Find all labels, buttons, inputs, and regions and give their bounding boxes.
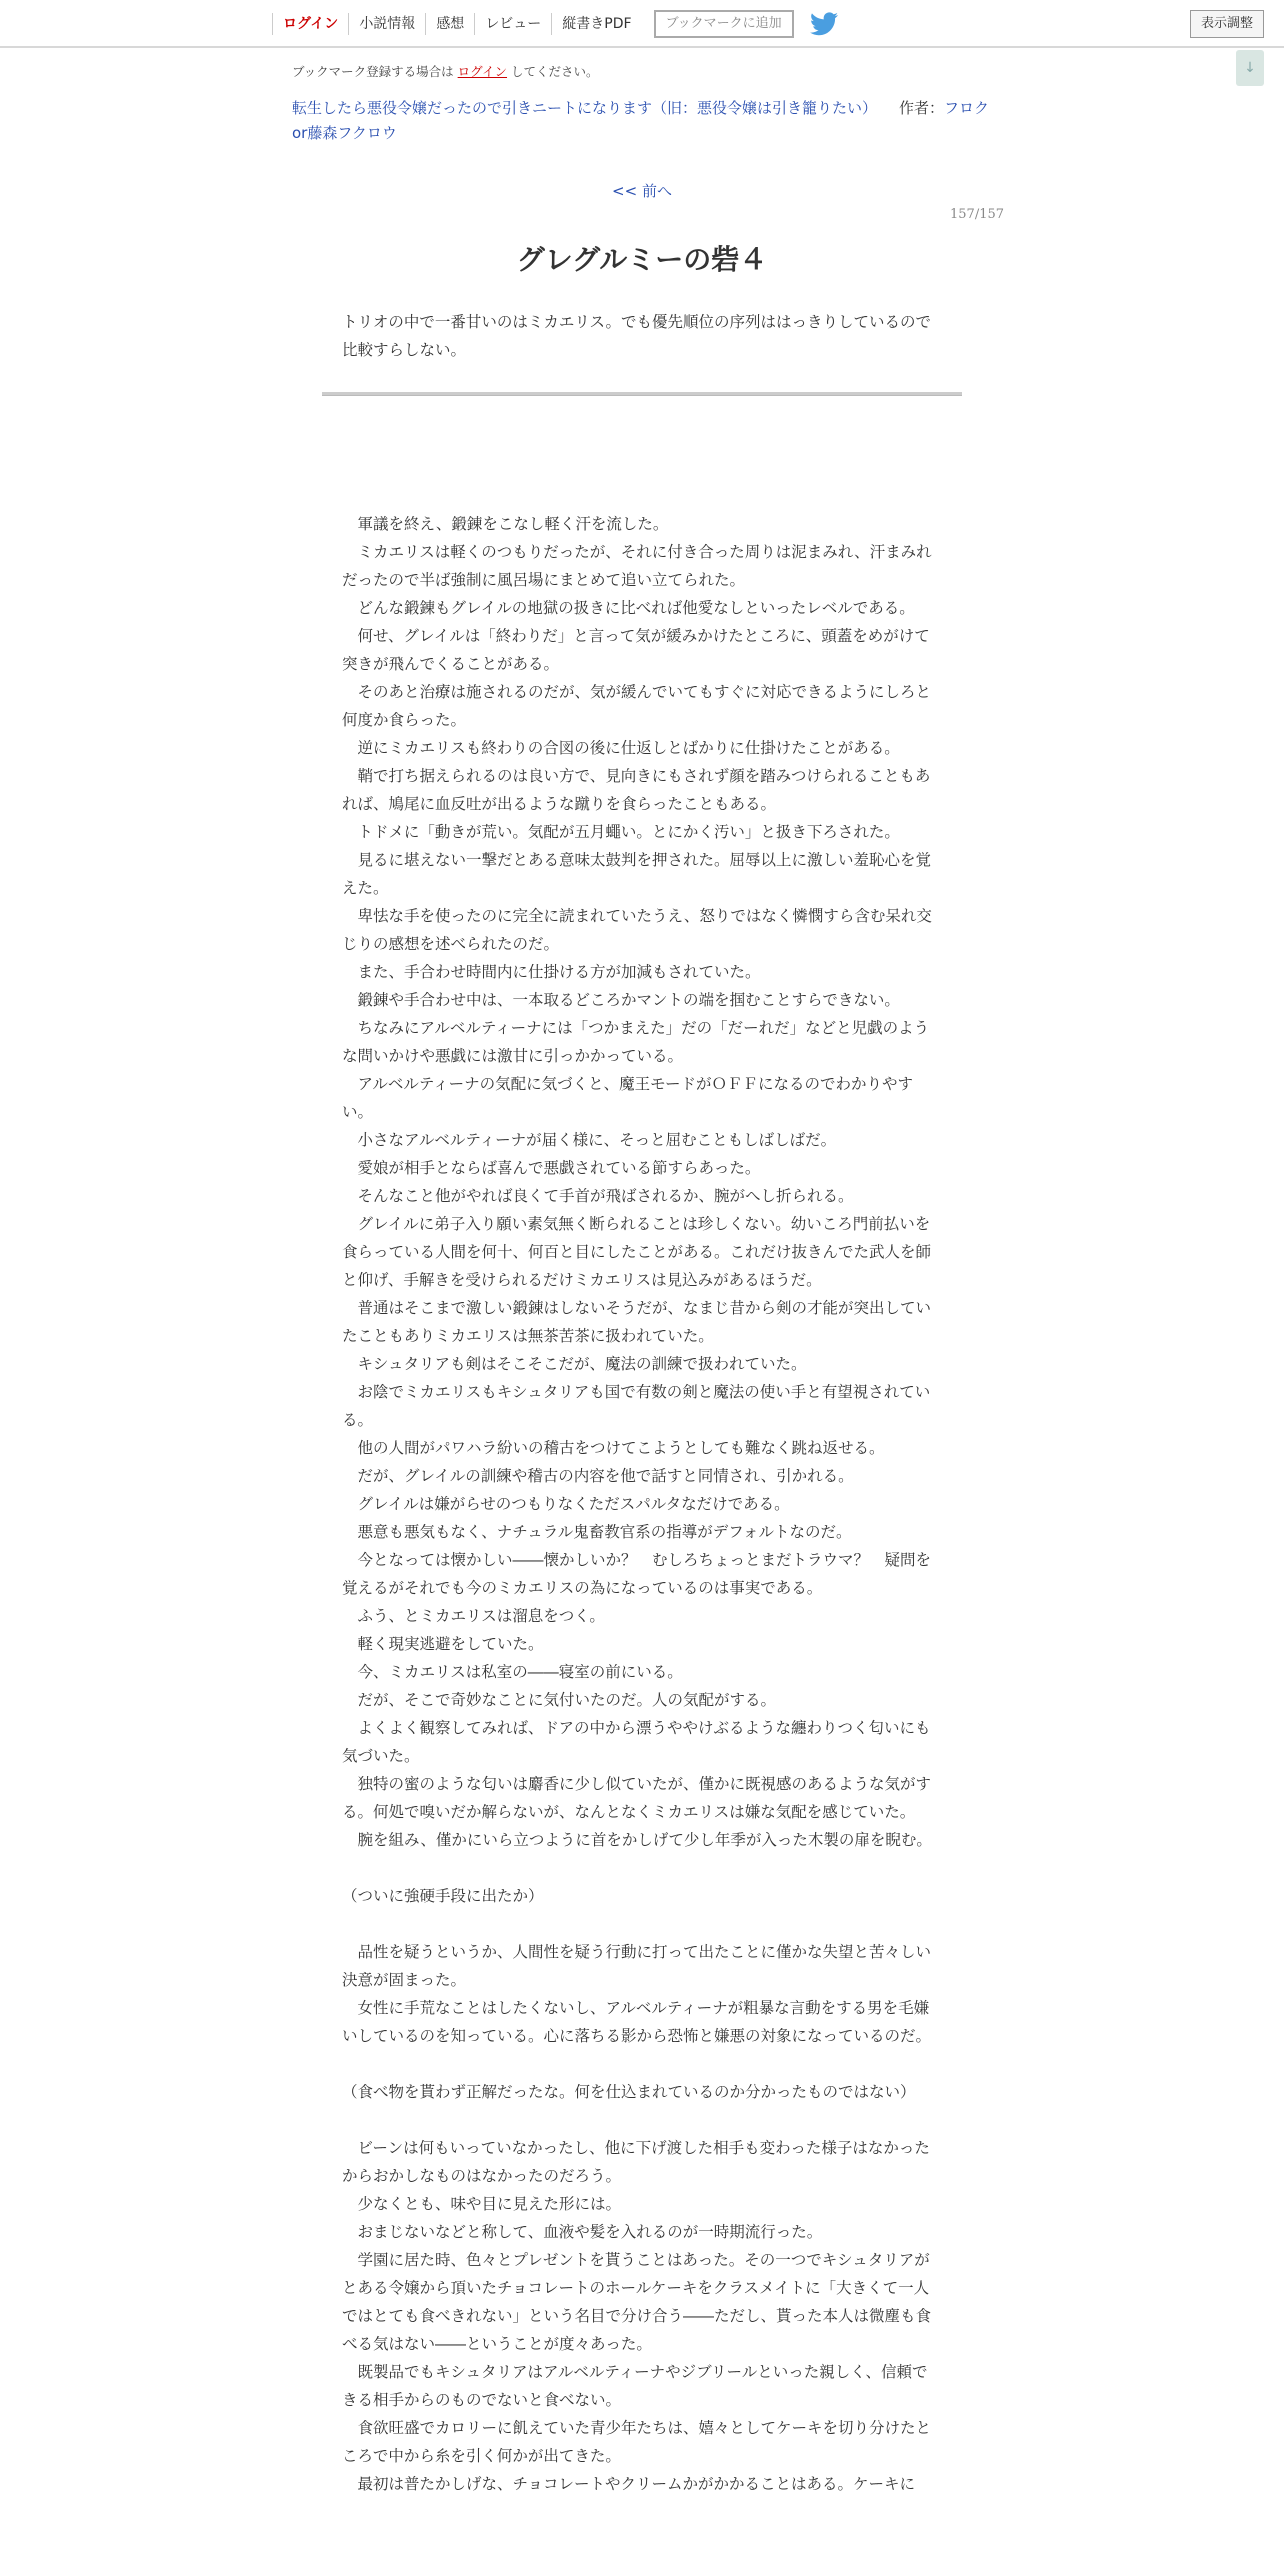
series-title-link[interactable]: 転生したら悪役令嬢だったので引きニートになります（旧：悪役令嬢は引き籠りたい） (292, 99, 878, 117)
body-paragraph (342, 1910, 942, 1938)
bookmark-note-before: ブックマーク登録する場合は (292, 64, 454, 79)
body-paragraph (342, 2106, 942, 2134)
login-link[interactable]: ログイン (272, 13, 348, 35)
body-paragraph: 愛娘が相手とならば喜んで悪戯されている節すらあった。 (342, 1159, 761, 1177)
prev-chapter-link[interactable]: << 前へ (612, 182, 672, 200)
body-paragraph: 食欲旺盛でカロリーに飢えていた青少年たちは、嬉々としてケーキを切り分けたところで中から糸を引く何かが出てきた。 (342, 2419, 932, 2465)
scroll-down-button[interactable]: ↓ (1236, 50, 1264, 86)
body-paragraph: ビーンは何もいっていなかったし、他に下げ渡した相手も変わった様子はなかったからおかしなものはなかったのだろう。 (342, 2139, 930, 2185)
body-paragraph: 既製品でもキシュタリアはアルベルティーナやジブリールといった親しく、信頼できる相手からのものでないと食べない。 (342, 2363, 928, 2409)
impressions-link[interactable]: 感想 (425, 13, 474, 35)
chapter-body (342, 510, 942, 2498)
novel-info-link[interactable]: 小説情報 (348, 13, 425, 35)
body-paragraph: 何せ、グレイルは「終わりだ」と言って気が緩みかけたところに、頭蓋をめがけて突きが飛んでくることがある。 (342, 627, 930, 673)
chapter-preface: トリオの中で一番甘いのはミカエリス。でも優先順位の序列ははっきりしているので比較すらしない。 (342, 313, 932, 359)
series-header (292, 96, 992, 146)
main-nav (272, 0, 838, 48)
bookmark-login-link[interactable]: ログイン (457, 64, 508, 79)
body-paragraph (342, 1854, 942, 1882)
top-nav-bar (0, 0, 1284, 48)
body-paragraph: 他の人間がパワハラ紛いの稽古をつけてこようとしても難なく跳ね返せる。 (342, 1439, 885, 1457)
body-paragraph: よくよく観察してみれば、ドアの中から漂うややけぶるような纏わりつく匂いにも気づいた。 (342, 1719, 931, 1765)
body-paragraph: 今、ミカエリスは私室の――寝室の前にいる。 (342, 1663, 683, 1681)
preface-divider (322, 392, 962, 396)
body-paragraph: ミカエリスは軽くのつもりだったが、それに付き合った周りは泥まみれ、汗まみれだったので半ば強制に風呂場にまとめて追い立てられた。 (342, 543, 932, 589)
body-paragraph: キシュタリアも剣はそこそこだが、魔法の訓練で扱われていた。 (342, 1355, 807, 1373)
body-paragraph: 学園に居た時、色々とプレゼントを貰うことはあった。その一つでキシュタリアがとある令嬢から頂いたチョコレートのホールケーキをクラスメイトに「大きくて一人ではとても食べきれない」という名目で分け合う――ただし、貰った本人は微塵も食べる気はない――ということが度々あった。 (342, 2251, 932, 2353)
body-paragraph: グレイルに弟子入り願い素気無く断られることは珍しくない。幼いころ門前払いを食らっている人間を何十、何百と目にしたことがある。これだけ抜きんでた武人を師と仰げ、手解きを受けられるだけミカエリスは見込みがあるほうだ。 (342, 1215, 932, 1289)
body-paragraph: 小さなアルベルティーナが届く様に、そっと屈むこともしばしばだ。 (342, 1131, 837, 1149)
body-paragraph: だが、そこで奇妙なことに気付いたのだ。人の気配がする。 (342, 1691, 777, 1709)
body-paragraph (342, 2050, 942, 2078)
bookmark-note-after: してください。 (511, 64, 599, 79)
body-paragraph: そのあと治療は施されるのだが、気が緩んでいてもすぐに対応できるようにしろと何度か食らった。 (342, 683, 932, 729)
body-paragraph: おまじないなどと称して、血液や髪を入れるのが一時期流行った。 (342, 2223, 823, 2241)
twitter-bird-icon[interactable] (810, 12, 838, 36)
body-paragraph: トドメに「動きが荒い。気配が五月蠅い。とにかく汚い」と扱き下ろされた。 (342, 823, 900, 841)
body-paragraph: また、手合わせ時間内に仕掛ける方が加減もされていた。 (342, 963, 761, 981)
body-paragraph: アルベルティーナの気配に気づくと、魔王モードがＯＦＦになるのでわかりやすい。 (342, 1075, 914, 1121)
body-paragraph: 軍議を終え、鍛錬をこなし軽く汗を流した。 (342, 515, 669, 533)
review-link[interactable]: レビュー (474, 13, 551, 35)
body-paragraph: ふう、とミカエリスは溜息をつく。 (342, 1607, 605, 1625)
body-paragraph: だが、グレイルの訓練や稽古の内容を他で話すと同情され、引かれる。 (342, 1467, 854, 1485)
body-paragraph: 鞘で打ち据えられるのは良い方で、見向きにもされず顔を踏みつけられることもあれば、鳩尾に血反吐が出るような蹴りを食らったこともある。 (342, 767, 931, 813)
vertical-pdf-link[interactable]: 縦書きPDF (551, 13, 641, 35)
body-paragraph: そんなこと他がやれば良くて手首が飛ばされるか、腕がへし折られる。 (342, 1187, 854, 1205)
body-paragraph: 腕を組み、僅かにいら立つように首をかしげて少し年季が入った木製の扉を睨む。 (342, 1831, 932, 1849)
body-paragraph: （ついに強硬手段に出たか） (342, 1887, 544, 1905)
body-paragraph: 鍛錬や手合わせ中は、一本取るどころかマントの端を掴むことすらできない。 (342, 991, 900, 1009)
body-paragraph: グレイルは嫌がらせのつもりなくただスパルタなだけである。 (342, 1495, 790, 1513)
body-paragraph: 女性に手荒なことはしたくないし、アルベルティーナが粗暴な言動をする男を毛嫌いしているのを知っている。心に落ちる影から恐怖と嫌悪の対象になっているのだ。 (342, 1999, 932, 2045)
body-paragraph: 逆にミカエリスも終わりの合図の後に仕返しとばかりに仕掛けたことがある。 (342, 739, 900, 757)
body-paragraph: 普通はそこまで激しい鍛錬はしないそうだが、なまじ昔から剣の才能が突出していたこともありミカエリスは無茶苦茶に扱われていた。 (342, 1299, 932, 1345)
chapter-title: グレグルミーの砦４ (516, 243, 768, 276)
bookmark-login-note (292, 62, 599, 80)
author-label: 作者： (899, 99, 945, 117)
body-paragraph: 今となっては懐かしい――懐かしいか？ むしろちょっとまだトラウマ？ 疑問を覚えるがそれでも今のミカエリスの為になっているのは事実である。 (342, 1551, 932, 1597)
body-paragraph: 軽く現実逃避をしていた。 (342, 1635, 544, 1653)
chapter-count: 157/157 (950, 207, 1005, 222)
body-paragraph: 少なくとも、味や目に見えた形には。 (342, 2195, 622, 2213)
body-paragraph: 最初は普たかしげな、チョコレートやクリームかがかかることはある。ケーキに (342, 2475, 916, 2493)
body-paragraph: 卑怯な手を使ったのに完全に読まれていたうえ、怒りではなく憐憫すら含む呆れ交じりの感想を述べられたのだ。 (342, 907, 932, 953)
body-paragraph: お陰でミカエリスもキシュタリアも国で有数の剣と魔法の使い手と有望視されている。 (342, 1383, 931, 1429)
body-paragraph: （食べ物を貰わず正解だったな。何を仕込まれているのか分かったものではない） (342, 2083, 916, 2101)
body-paragraph: 独特の蜜のような匂いは麝香に少し似ていたが、僅かに既視感のあるような気がする。何処で嗅いだか解らないが、なんとなくミカエリスは嫌な気配を感じていた。 (342, 1775, 932, 1821)
body-paragraph: どんな鍛錬もグレイルの地獄の扱きに比べれば他愛なしといったレベルである。 (342, 599, 915, 617)
display-settings-button[interactable]: 表示調整 (1190, 10, 1264, 38)
body-paragraph: 悪意も悪気もなく、ナチュラル鬼畜教官系の指導がデフォルトなのだ。 (342, 1523, 852, 1541)
body-paragraph: 品性を疑うというか、人間性を疑う行動に打って出たことに僅かな失望と苦々しい決意が固まった。 (342, 1943, 932, 1989)
body-paragraph: 見るに堪えない一撃だとある意味太鼓判を押された。屈辱以上に激しい羞恥心を覚えた。 (342, 851, 932, 897)
add-bookmark-button[interactable]: ブックマークに追加 (654, 10, 794, 38)
author-link[interactable]: フロクor藤森フクロウ (292, 99, 990, 142)
body-paragraph: ちなみにアルベルティーナには「つかまえた」だの「だーれだ」などと児戯のような問いかけや悪戯には激甘に引っかかっている。 (342, 1019, 930, 1065)
